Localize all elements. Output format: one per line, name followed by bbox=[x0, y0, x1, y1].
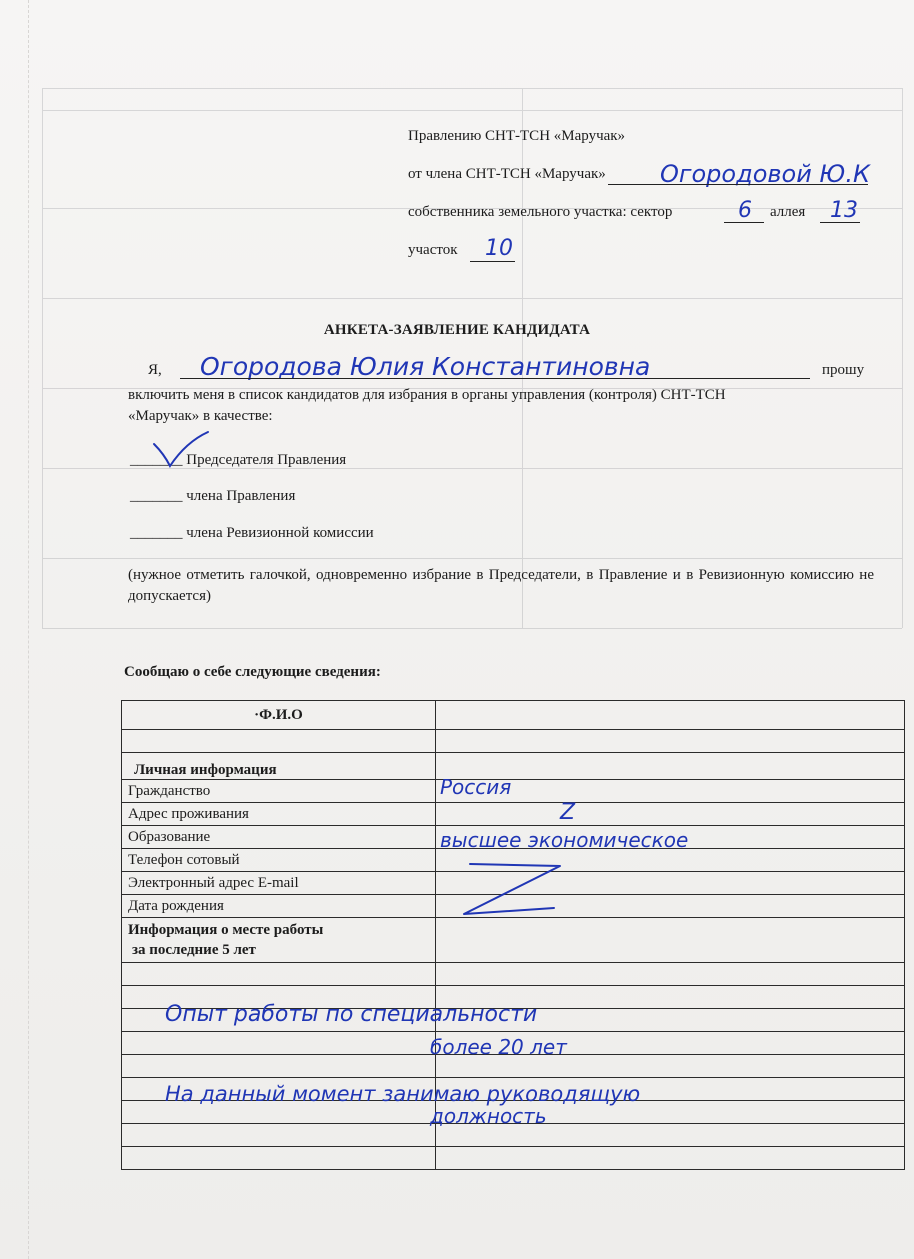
fio-value[interactable] bbox=[436, 701, 905, 730]
role-blank: _______ bbox=[130, 488, 183, 504]
owner-label: собственника земельного участка: сектор bbox=[408, 204, 673, 220]
role-blank: _______ bbox=[130, 452, 183, 468]
sector-underline bbox=[724, 222, 764, 223]
empty-cell bbox=[122, 730, 436, 753]
table-row bbox=[122, 701, 905, 730]
checkmark-icon bbox=[150, 430, 212, 470]
applicant-name-underline bbox=[180, 378, 810, 379]
email-label: Электронный адрес E-mail bbox=[122, 872, 436, 895]
from-name-underline bbox=[608, 184, 868, 185]
work-info-header bbox=[122, 918, 436, 963]
address-handwritten: Z bbox=[560, 800, 576, 825]
alley-underline bbox=[820, 222, 860, 223]
empty-cell bbox=[436, 918, 905, 963]
empty-cell bbox=[122, 963, 436, 986]
plot-handwritten: 10 bbox=[485, 236, 513, 261]
statement-line-3: «Маручак» в качестве: bbox=[128, 408, 273, 424]
from-name-handwritten: Огородовой Ю.К bbox=[660, 160, 871, 188]
personal-info-header: Личная информация bbox=[122, 753, 436, 780]
address-label: Адрес проживания bbox=[122, 803, 436, 826]
citizenship-label: Гражданство bbox=[122, 780, 436, 803]
empty-cell bbox=[122, 1032, 436, 1055]
from-line bbox=[408, 166, 606, 183]
form-title: АНКЕТА-ЗАЯВЛЕНИЕ КАНДИДАТА bbox=[323, 322, 591, 338]
sector-handwritten: 6 bbox=[738, 198, 752, 223]
empty-cell bbox=[122, 1147, 436, 1170]
role-label: члена Правления bbox=[186, 488, 296, 504]
work-handwritten-2: более 20 лет bbox=[430, 1035, 567, 1059]
statement-line-2: включить меня в список кандидатов для избрания в органы управления (контроля) СНТ-ТСН bbox=[128, 387, 726, 403]
table-row bbox=[122, 803, 905, 826]
address-value[interactable] bbox=[436, 803, 905, 826]
table-row bbox=[122, 918, 905, 963]
empty-cell bbox=[122, 1124, 436, 1147]
work-header-line-2: за последние 5 лет bbox=[132, 942, 256, 958]
from-label: от члена СНТ-ТСН «Маручак» bbox=[408, 166, 606, 182]
role-label: Председателя Правления bbox=[186, 452, 347, 468]
role-board-member[interactable] bbox=[130, 488, 295, 505]
table-row bbox=[122, 963, 905, 986]
role-blank: _______ bbox=[130, 525, 183, 541]
table-row bbox=[122, 780, 905, 803]
owner-line bbox=[408, 204, 672, 221]
role-label: члена Ревизионной комиссии bbox=[186, 525, 374, 541]
table-row bbox=[122, 730, 905, 753]
phone-label: Телефон сотовый bbox=[122, 849, 436, 872]
table-row bbox=[122, 1147, 905, 1170]
strikethrough-mark bbox=[450, 858, 570, 922]
fio-label: ·Ф.И.О bbox=[122, 701, 436, 730]
table-row bbox=[122, 753, 905, 780]
statement-ya: Я, bbox=[148, 362, 162, 378]
empty-cell bbox=[436, 1147, 905, 1170]
info-lead: Сообщаю о себе следующие сведения: bbox=[124, 664, 381, 680]
applicant-name-handwritten: Огородова Юлия Константиновна bbox=[200, 352, 651, 381]
alley-label: аллея bbox=[770, 204, 806, 220]
role-audit-member[interactable] bbox=[130, 525, 374, 542]
plot-label: участок bbox=[408, 242, 458, 258]
education-handwritten: высшее экономическое bbox=[440, 828, 689, 852]
selection-note: (нужное отметить галочкой, одновременно избрание в Председатели, в Правление и в Ревизионную комиссию не допускается) bbox=[128, 567, 874, 604]
citizenship-handwritten: Россия bbox=[440, 775, 512, 799]
page-crease bbox=[28, 0, 29, 1259]
empty-cell bbox=[436, 730, 905, 753]
work-handwritten-4: должность bbox=[430, 1104, 547, 1128]
work-handwritten-3: На данный момент занимаю руководящую bbox=[165, 1082, 641, 1106]
birthdate-label: Дата рождения bbox=[122, 895, 436, 918]
empty-cell bbox=[122, 1055, 436, 1078]
alley-handwritten: 13 bbox=[830, 198, 858, 223]
education-label: Образование bbox=[122, 826, 436, 849]
empty-cell bbox=[436, 963, 905, 986]
board-line: Правлению СНТ-ТСН «Маручак» bbox=[408, 128, 626, 144]
work-handwritten-1: Опыт работы по специальности bbox=[165, 1002, 538, 1027]
plot-underline bbox=[470, 261, 515, 262]
work-header-line-1: Информация о месте работы bbox=[128, 922, 324, 938]
statement-proshu: прошу bbox=[822, 362, 865, 378]
